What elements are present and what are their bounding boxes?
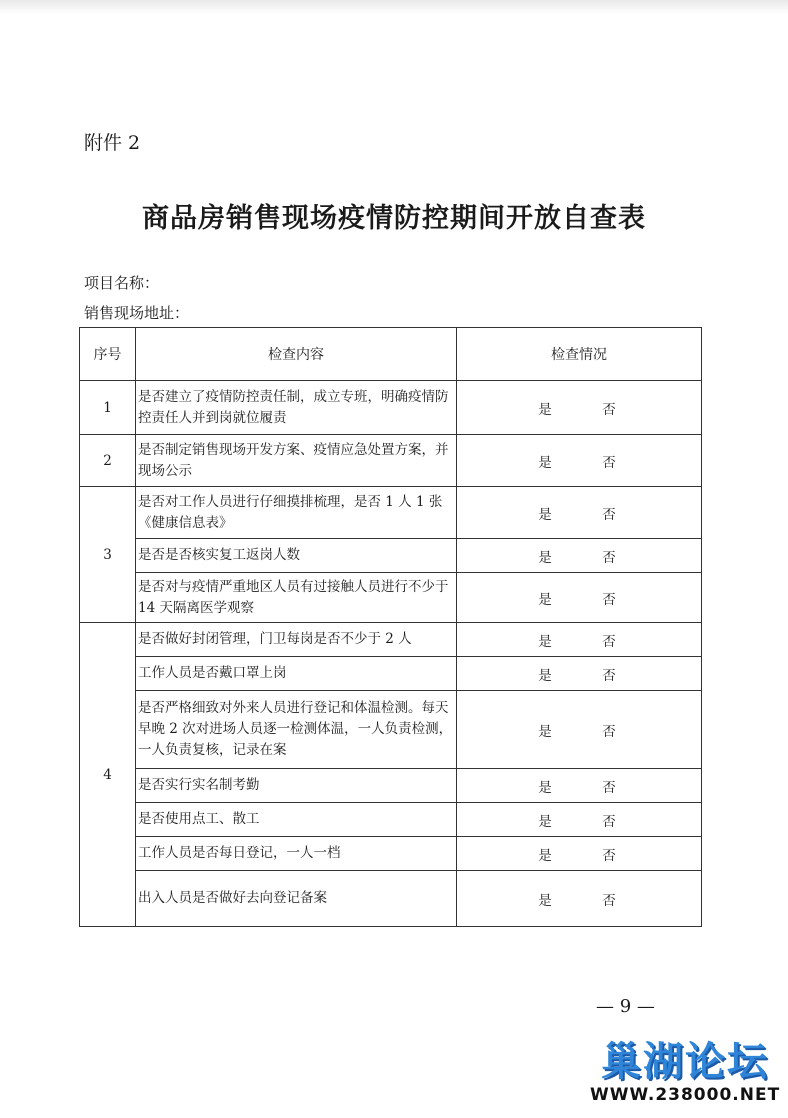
check-status (457, 691, 702, 769)
check-status (457, 837, 702, 871)
site-address-label: 销售现场地址： (84, 304, 190, 322)
row-number: 3 (80, 487, 136, 623)
watermark (590, 1030, 780, 1105)
yes-option[interactable]: 是 (538, 401, 552, 418)
yes-option[interactable]: 是 (538, 779, 552, 796)
table-row (80, 657, 702, 691)
yes-option[interactable]: 是 (538, 667, 552, 684)
yes-option[interactable]: 是 (538, 723, 552, 740)
check-status (457, 803, 702, 837)
scan-top-edge (0, 0, 788, 14)
check-item: 是否建立了疫情防控责任制，成立专班，明确疫情防控责任人并到岗就位履责 (136, 381, 457, 435)
check-item: 是否对与疫情严重地区人员有过接触人员进行不少于 14 天隔离医学观察 (136, 573, 457, 623)
row-number: 2 (80, 435, 136, 487)
checklist-table (79, 327, 702, 927)
check-status (457, 657, 702, 691)
page-title: 商品房销售现场疫情防控期间开放自查表 (142, 203, 646, 234)
yes-option[interactable]: 是 (538, 633, 552, 650)
table-row (80, 539, 702, 573)
check-item: 是否做好封闭管理，门卫每岗是否不少于 2 人 (136, 623, 457, 657)
no-option[interactable]: 否 (602, 454, 616, 471)
header-content: 检查内容 (136, 328, 457, 381)
no-option[interactable]: 否 (602, 892, 616, 909)
no-option[interactable]: 否 (602, 813, 616, 830)
no-option[interactable]: 否 (602, 779, 616, 796)
no-option[interactable]: 否 (602, 847, 616, 864)
no-option[interactable]: 否 (602, 723, 616, 740)
no-option[interactable]: 否 (602, 506, 616, 523)
yes-option[interactable]: 是 (538, 591, 552, 608)
check-item: 出入人员是否做好去向登记备案 (136, 871, 457, 927)
check-status (457, 769, 702, 803)
yes-option[interactable]: 是 (538, 892, 552, 909)
watermark-logo: 巢湖论坛 (601, 1039, 769, 1085)
yes-option[interactable]: 是 (538, 454, 552, 471)
check-item: 是否实行实名制考勤 (136, 769, 457, 803)
check-item: 是否严格细致对外来人员进行登记和体温检测。每天早晚 2 次对进场人员逐一检测体温，一人负责检测，一人负责复核，记录在案 (136, 691, 457, 769)
check-item: 是否使用点工、散工 (136, 803, 457, 837)
header-status: 检查情况 (457, 328, 702, 381)
row-number: 4 (80, 623, 136, 927)
check-status (457, 487, 702, 539)
table-row (80, 623, 702, 657)
check-status (457, 871, 702, 927)
check-item: 工作人员是否戴口罩上岗 (136, 657, 457, 691)
check-item: 是否对工作人员进行仔细摸排梳理，是否 1 人 1 张《健康信息表》 (136, 487, 457, 539)
no-option[interactable]: 否 (602, 633, 616, 650)
table-row (80, 487, 702, 539)
table-row (80, 691, 702, 769)
check-status (457, 623, 702, 657)
check-status (457, 573, 702, 623)
table-row (80, 837, 702, 871)
yes-option[interactable]: 是 (538, 813, 552, 830)
attachment-label: 附件 2 (84, 132, 141, 154)
table-row (80, 769, 702, 803)
check-status (457, 435, 702, 487)
project-name-label: 项目名称： (84, 274, 160, 292)
header-number: 序号 (80, 328, 136, 381)
no-option[interactable]: 否 (602, 401, 616, 418)
check-item: 是否制定销售现场开发方案、疫情应急处置方案，并现场公示 (136, 435, 457, 487)
table-row (80, 435, 702, 487)
page-number: — 9 — (596, 996, 655, 1017)
table-row (80, 871, 702, 927)
check-item: 工作人员是否每日登记，一人一档 (136, 837, 457, 871)
row-number: 1 (80, 381, 136, 435)
table-row (80, 381, 702, 435)
check-status (457, 539, 702, 573)
table-header-row (80, 328, 702, 381)
check-item: 是否是否核实复工返岗人数 (136, 539, 457, 573)
yes-option[interactable]: 是 (538, 549, 552, 566)
no-option[interactable]: 否 (602, 667, 616, 684)
yes-option[interactable]: 是 (538, 506, 552, 523)
no-option[interactable]: 否 (602, 549, 616, 566)
watermark-url: WWW.238000.NET (590, 1085, 781, 1105)
check-status (457, 381, 702, 435)
table-row (80, 803, 702, 837)
table-row (80, 573, 702, 623)
yes-option[interactable]: 是 (538, 847, 552, 864)
no-option[interactable]: 否 (602, 591, 616, 608)
